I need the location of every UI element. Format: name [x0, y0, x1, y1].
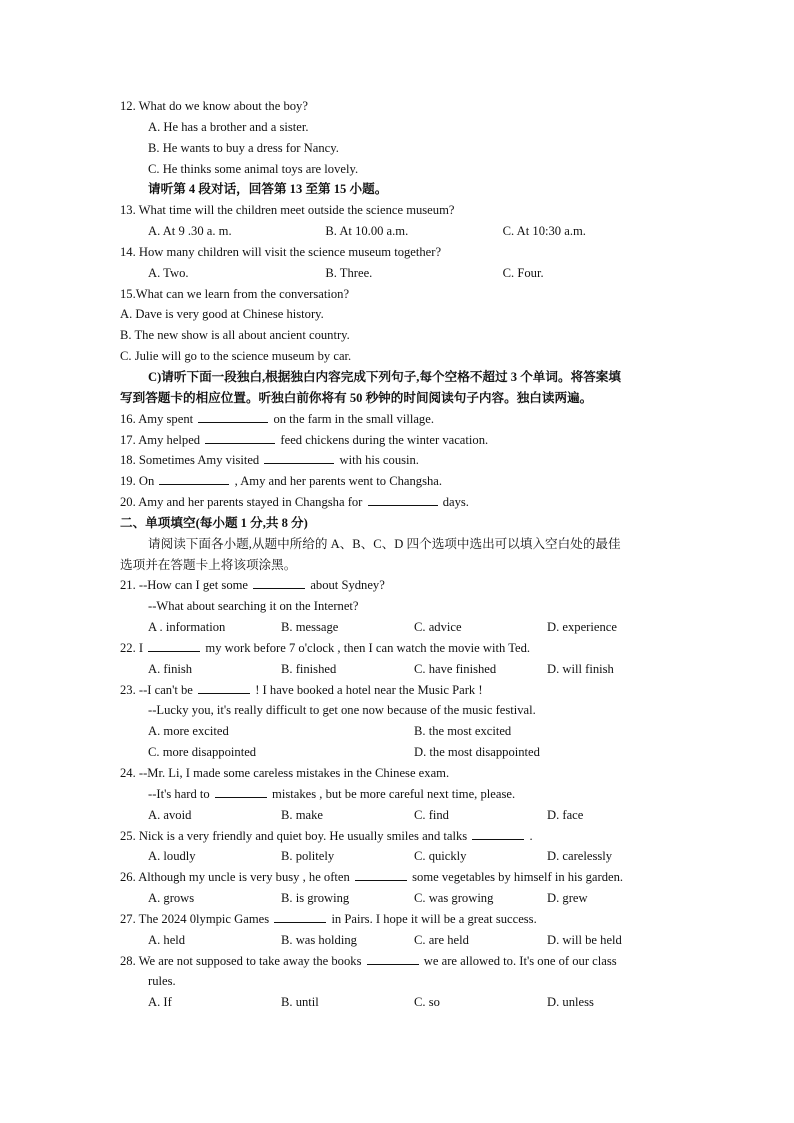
q26-pre: 26. Although my uncle is very busy , he often — [120, 870, 350, 885]
fill-item-18 — [120, 450, 680, 471]
partc-instruction-1: C)请听下面一段独白,根据独白内容完成下列句子,每个空格不超过 3 个单词。将答案填 — [148, 369, 621, 384]
fill-19-post: , Amy and her parents went to Changsha. — [234, 474, 443, 489]
q28-option-c: C. so — [414, 995, 440, 1010]
answer-blank-18[interactable] — [264, 450, 334, 464]
q22-pre: 22. I — [120, 640, 144, 655]
q22-stem — [120, 638, 680, 659]
q21-option-b: B. message — [281, 620, 339, 635]
section2-heading: 二、单项填空(每小题 1 分,共 8 分) — [120, 515, 308, 530]
q26-post: some vegetables by himself in his garden. — [412, 870, 624, 885]
q24-pre: --It's hard to — [148, 786, 210, 801]
answer-blank-20[interactable] — [368, 492, 438, 506]
q26-stem — [120, 867, 680, 888]
q23-options-row2 — [120, 742, 680, 763]
q21-options — [120, 617, 680, 638]
q27-option-d: D. will be held — [547, 932, 622, 947]
fill-20-post: days. — [442, 495, 469, 510]
q28-option-d: D. unless — [547, 995, 594, 1010]
fill-17-post: feed chickens during the winter vacation. — [280, 432, 489, 447]
q23-post: ! I have booked a hotel near the Music Park ! — [255, 682, 483, 697]
q25-post: . — [529, 828, 533, 843]
q23-option-d: D. the most disappointed — [414, 745, 540, 760]
q23-option-b: B. the most excited — [414, 724, 512, 739]
q24-line2 — [120, 784, 680, 805]
q28-stem — [120, 951, 680, 972]
q12-option-b: B. He wants to buy a dress for Nancy. — [148, 140, 339, 155]
q21-stem — [120, 575, 680, 596]
q27-option-c: C. are held — [414, 932, 469, 947]
fill-item-19 — [120, 471, 680, 492]
q25-option-a: A. loudly — [148, 849, 196, 864]
q21-option-d: D. experience — [547, 620, 617, 635]
q25-option-d: D. carelessly — [547, 849, 613, 864]
q27-post: in Pairs. I hope it will be a great success. — [331, 911, 537, 926]
fill-17-pre: 17. Amy helped — [120, 432, 201, 447]
q13-stem: 13. What time will the children meet outside the science museum? — [120, 203, 455, 218]
q28-option-b: B. until — [281, 995, 319, 1010]
q27-option-b: B. was holding — [281, 932, 357, 947]
q15-option-a: A. Dave is very good at Chinese history. — [120, 307, 324, 322]
q13-option-c: C. At 10:30 a.m. — [502, 224, 586, 239]
q28-post: we are allowed to. It's one of our class — [423, 953, 617, 968]
q28-option-a: A. If — [148, 995, 172, 1010]
q23-line2: --Lucky you, it's really difficult to get one now because of the music festival. — [148, 703, 536, 718]
q12-option-c: C. He thinks some animal toys are lovely. — [148, 161, 359, 176]
q21-post: about Sydney? — [310, 578, 385, 593]
q22-post: my work before 7 o'clock , then I can watch the movie with Ted. — [205, 640, 531, 655]
q26-option-a: A. grows — [148, 891, 195, 906]
answer-blank-16[interactable] — [198, 409, 268, 423]
q25-blank — [472, 826, 524, 840]
q14-options — [120, 263, 680, 284]
q26-option-b: B. is growing — [281, 891, 350, 906]
q14-option-a: A. Two. — [148, 265, 189, 280]
q25-stem — [120, 826, 680, 847]
fill-19-pre: 19. On — [120, 474, 155, 489]
q22-option-d: D. will finish — [547, 661, 614, 676]
exam-page — [120, 96, 680, 1013]
q26-blank — [355, 867, 407, 881]
q27-pre: 27. The 2024 0lympic Games — [120, 911, 270, 926]
q27-options — [120, 930, 680, 951]
q12-stem: 12. What do we know about the boy? — [120, 99, 308, 113]
q14-option-c: C. Four. — [502, 265, 544, 280]
q24-options — [120, 805, 680, 826]
q25-pre: 25. Nick is a very friendly and quiet boy. He usually smiles and talks — [120, 828, 468, 843]
q21-blank — [253, 575, 305, 589]
q14-option-b: B. Three. — [325, 265, 373, 280]
q24-option-b: B. make — [281, 807, 323, 822]
q15-option-b: B. The new show is all about ancient country. — [120, 328, 350, 343]
q25-option-c: C. quickly — [414, 849, 467, 864]
fill-item-20 — [120, 492, 680, 513]
q13-option-b: B. At 10.00 a.m. — [325, 224, 409, 239]
q13-options — [120, 221, 680, 242]
q23-pre: 23. --I can't be — [120, 682, 193, 697]
q23-blank — [198, 680, 250, 694]
q22-option-a: A. finish — [148, 661, 193, 676]
fill-16-post: on the farm in the small village. — [273, 411, 434, 426]
q23-option-a: A. more excited — [148, 724, 229, 739]
section2-instruction-1: 请阅读下面各小题,从题中所给的 A、B、C、D 四个选项中选出可以填入空白处的最佳 — [148, 536, 621, 551]
q14-stem: 14. How many children will visit the science museum together? — [120, 244, 442, 259]
q12-option-a: A. He has a brother and a sister. — [148, 119, 309, 134]
fill-18-pre: 18. Sometimes Amy visited — [120, 453, 260, 468]
q23-stem — [120, 680, 680, 701]
q24-option-d: D. face — [547, 807, 584, 822]
q27-option-a: A. held — [148, 932, 186, 947]
answer-blank-17[interactable] — [205, 430, 275, 444]
q21-pre: 21. --How can I get some — [120, 578, 248, 593]
fill-20-pre: 20. Amy and her parents stayed in Changsha for — [120, 495, 363, 510]
q24-stem: 24. --Mr. Li, I made some careless mistakes in the Chinese exam. — [120, 766, 450, 780]
q21-line2: --What about searching it on the Internet? — [148, 599, 359, 614]
fill-18-post: with his cousin. — [339, 453, 419, 468]
section4-heading: 请听第 4 段对话，回答第 13 至第 15 小题。 — [148, 182, 388, 197]
q21-option-c: C. advice — [414, 620, 462, 635]
q26-option-c: C. was growing — [414, 891, 494, 906]
section2-instruction-2: 选项并在答题卡上将该项涂黑。 — [120, 557, 297, 572]
q28-pre: 28. We are not supposed to take away the books — [120, 953, 362, 968]
q15-stem: 15.What can we learn from the conversation? — [120, 286, 350, 301]
q23-option-c: C. more disappointed — [148, 745, 257, 760]
q22-option-c: C. have finished — [414, 661, 497, 676]
q22-option-b: B. finished — [281, 661, 337, 676]
q26-options — [120, 888, 680, 909]
q28-options — [120, 992, 680, 1013]
q24-option-c: C. find — [414, 807, 449, 822]
q24-post: mistakes , but be more careful next time, please. — [272, 786, 516, 801]
fill-item-16 — [120, 409, 680, 430]
q27-stem — [120, 909, 680, 930]
q24-blank — [215, 784, 267, 798]
answer-blank-19[interactable] — [159, 471, 229, 485]
q13-option-a: A. At 9 .30 a. m. — [148, 224, 232, 239]
q28-blank — [367, 951, 419, 965]
q26-option-d: D. grew — [547, 891, 588, 906]
q23-options-row1 — [120, 721, 680, 742]
q21-option-a: A . information — [148, 620, 226, 635]
q22-blank — [148, 638, 200, 652]
q27-blank — [274, 909, 326, 923]
q22-options — [120, 659, 680, 680]
q25-options — [120, 846, 680, 867]
fill-16-pre: 16. Amy spent — [120, 411, 194, 426]
partc-instruction-2: 写到答题卡的相应位置。听独白前你将有 50 秒钟的时间阅读句子内容。独白读两遍。 — [120, 390, 593, 405]
q28-line2: rules. — [148, 974, 176, 989]
fill-item-17 — [120, 430, 680, 451]
q24-option-a: A. avoid — [148, 807, 192, 822]
q15-option-c: C. Julie will go to the science museum by car. — [120, 349, 352, 364]
q25-option-b: B. politely — [281, 849, 335, 864]
